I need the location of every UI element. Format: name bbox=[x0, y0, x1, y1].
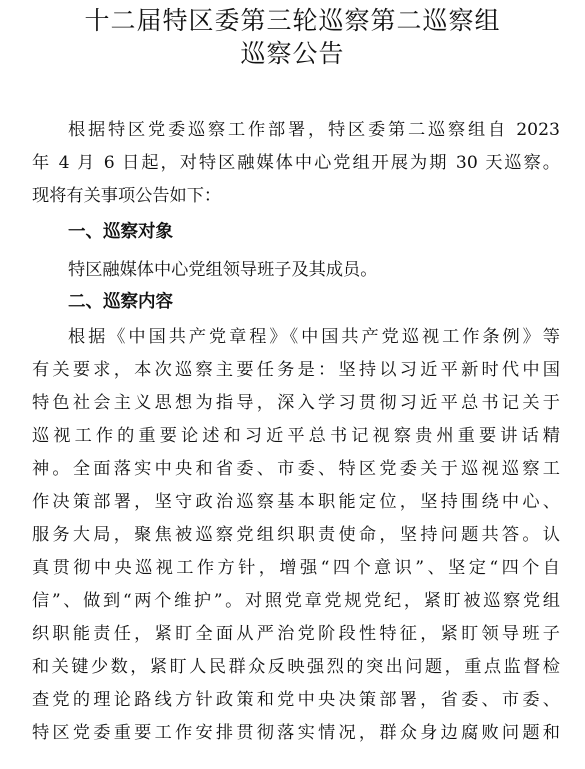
section2-line: 信”、做到“两个维护”。对照党章党规党纪，紧盯被巡察党组 bbox=[32, 591, 560, 611]
section1-heading: 一、巡察对象 bbox=[68, 222, 173, 242]
section2-line: 服务大局，聚焦被巡察党组织职责使命，坚持问题共答。认 bbox=[32, 525, 560, 545]
section2-line: 有关要求，本次巡察主要任务是：坚持以习近平新时代中国 bbox=[32, 360, 560, 380]
section2-line: 巡视工作的重要论述和习近平总书记视察贵州重要讲话精 bbox=[32, 426, 560, 446]
section2-line: 和关键少数，紧盯人民群众反映强烈的突出问题，重点监督检 bbox=[32, 657, 560, 677]
document-title-line-1: 十二届特区委第三轮巡察第二巡察组 bbox=[84, 6, 501, 35]
document-body bbox=[32, 117, 560, 767]
intro-line: 现将有关事项公告如下： bbox=[32, 186, 222, 206]
section1-line: 特区融媒体中心党组领导班子及其成员。 bbox=[68, 260, 378, 280]
section2-line: 神。全面落实中央和省委、市委、特区党委关于巡视巡察工 bbox=[32, 459, 560, 479]
section2-line: 真贯彻中央巡视工作方针，增强“四个意识”、坚定“四个自 bbox=[32, 558, 560, 578]
section2-line: 特色社会主义思想为指导，深入学习贯彻习近平总书记关于 bbox=[32, 393, 560, 413]
intro-line: 根据特区党委巡察工作部署，特区委第二巡察组自 2023 bbox=[68, 120, 560, 140]
section2-line: 根据《中国共产党章程》《中国共产党巡视工作条例》等 bbox=[68, 327, 560, 347]
section2-heading: 二、巡察内容 bbox=[68, 292, 173, 312]
section2-line: 特区党委重要工作安排贯彻落实情况，群众身边腐败问题和 bbox=[32, 723, 560, 743]
section2-line: 查党的理论路线方针政策和党中央决策部署，省委、市委、 bbox=[32, 690, 560, 710]
document-title-line-2: 巡察公告 bbox=[240, 39, 345, 68]
section2-line: 织职能责任，紧盯全面从严治党阶段性特征，紧盯领导班子 bbox=[32, 624, 560, 644]
intro-line: 年 4 月 6 日起，对特区融媒体中心党组开展为期 30 天巡察。 bbox=[32, 153, 560, 173]
section2-line: 作决策部署，坚守政治巡察基本职能定位，坚持围绕中心、 bbox=[32, 492, 560, 512]
